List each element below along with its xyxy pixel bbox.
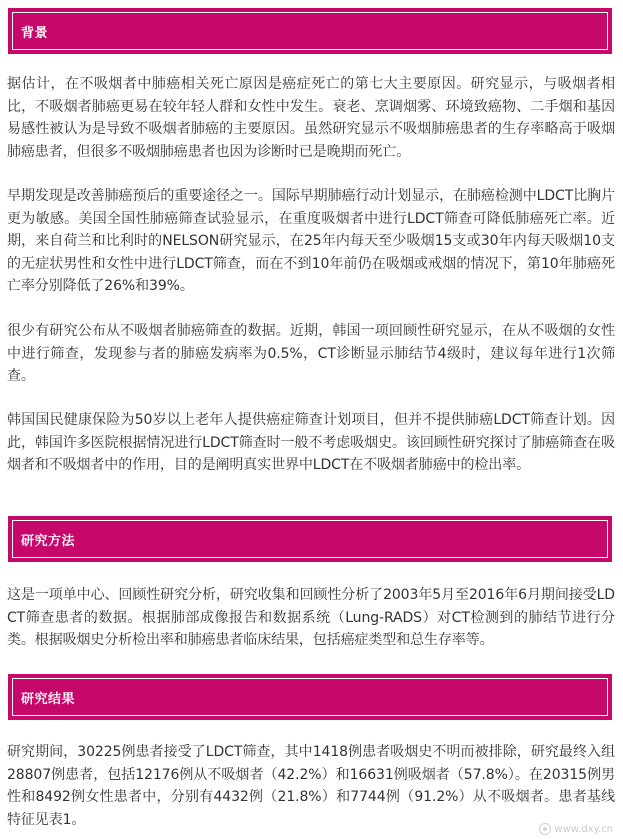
section-header-frame bbox=[12, 520, 608, 558]
section-header-results bbox=[8, 674, 612, 720]
section-header-background bbox=[8, 8, 612, 54]
paragraph: 韩国国民健康保险为50岁以上老年人提供癌症筛查计划项目，但并不提供肺癌LDCT筛查计划。因此，韩国许多医院根据情况进行LDCT筛查时一般不考虑吸烟史。该回顾性研究探讨了肺癌筛查在吸烟者和不吸烟者中的作用，目的是阐明真实世界中LDCT在不吸烟者肺癌中的检出率。 bbox=[7, 412, 615, 474]
paragraph: 很少有研究公布从不吸烟者肺癌筛查的数据。近期，韩国一项回顾性研究显示，在从不吸烟的女性中进行筛查，发现参与者的肺癌发病率为0.5%，CT诊断显示肺结节4级时，建议每年进行1次筛查。 bbox=[7, 323, 615, 385]
section-title: 背景 bbox=[21, 25, 49, 41]
section-header-frame bbox=[12, 678, 608, 716]
section-header-methods bbox=[8, 516, 612, 562]
section-title: 研究结果 bbox=[21, 691, 76, 707]
paragraph: 早期发现是改善肺癌预后的重要途径之一。国际早期肺癌行动计划显示，在肺癌检测中LDCT比胸片更为敏感。美国全国性肺癌筛查试验显示，在重度吸烟者中进行LDCT筛查可降低肺癌死亡率。近期，来自荷兰和比利时的NELSON研究显示，在25年内每天至少吸烟15支或30年内每天吸烟10支的无症状男性和女性中进行LDCT筛查，而在不到10年前仍在吸烟或戒烟的情况下，第10年肺癌死亡率分别降低了26%和39%。 bbox=[7, 188, 615, 295]
paragraph: 研究期间，30225例患者接受了LDCT筛查，其中1418例患者吸烟史不明而被排除，研究最终入组28807例患者，包括12176例从不吸烟者（42.2%）和16631例吸烟者（57.8%）。在20315例男性和8492例女性患者中，分别有4432例（21.8%）和7744例（91.2%）从不吸烟者。患者基线特征见表1。 bbox=[7, 744, 615, 828]
watermark-text: www.dxy.cn bbox=[554, 823, 613, 835]
dxy-logo-icon bbox=[539, 823, 551, 835]
section-title: 研究方法 bbox=[21, 533, 76, 549]
section-header-frame bbox=[12, 12, 608, 50]
paragraph: 这是一项单中心、回顾性研究分析，研究收集和回顾性分析了2003年5月至2016年6月期间接受LDCT筛查患者的数据。根据肺部成像报告和数据系统（Lung-RADS）对CT检测到的肺结节进行分类。根据吸烟史分析检出率和肺癌患者临床结果，包括癌症类型和总生存率等。 bbox=[7, 587, 615, 649]
watermark bbox=[539, 823, 613, 835]
paragraph: 据估计，在不吸烟者中肺癌相关死亡原因是癌症死亡的第七大主要原因。研究显示，与吸烟者相比，不吸烟者肺癌更易在较年轻人群和女性中发生。衰老、烹调烟雾、环境致癌物、二手烟和基因易感性被认为是导致不吸烟者肺癌的主要原因。虽然研究显示不吸烟肺癌患者的生存率略高于吸烟肺癌患者，但很多不吸烟肺癌患者也因为诊断时已是晚期而死亡。 bbox=[7, 76, 615, 160]
